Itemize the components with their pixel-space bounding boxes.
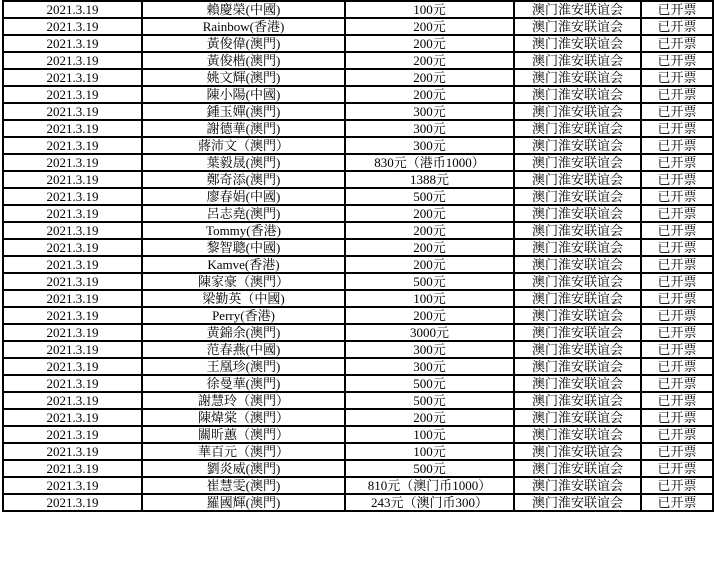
organization-cell: 澳门淮安联谊会 xyxy=(514,171,641,188)
status-cell: 已开票 xyxy=(641,222,713,239)
donor-name-cell: 王凰珍(澳門) xyxy=(142,358,345,375)
status-cell: 已开票 xyxy=(641,494,713,511)
amount-cell: 500元 xyxy=(345,392,514,409)
organization-cell: 澳门淮安联谊会 xyxy=(514,256,641,273)
date-cell: 2021.3.19 xyxy=(3,52,142,69)
date-cell: 2021.3.19 xyxy=(3,494,142,511)
date-cell: 2021.3.19 xyxy=(3,205,142,222)
table-row xyxy=(3,188,713,205)
donor-name-cell: 陳煒棠（澳門） xyxy=(142,409,345,426)
date-cell: 2021.3.19 xyxy=(3,256,142,273)
date-cell: 2021.3.19 xyxy=(3,273,142,290)
organization-cell: 澳门淮安联谊会 xyxy=(514,52,641,69)
date-cell: 2021.3.19 xyxy=(3,477,142,494)
date-cell: 2021.3.19 xyxy=(3,222,142,239)
organization-cell: 澳门淮安联谊会 xyxy=(514,358,641,375)
donor-name-cell: 陳家豪（澳門） xyxy=(142,273,345,290)
amount-cell: 830元（港币1000） xyxy=(345,154,514,171)
amount-cell: 200元 xyxy=(345,69,514,86)
organization-cell: 澳门淮安联谊会 xyxy=(514,392,641,409)
organization-cell: 澳门淮安联谊会 xyxy=(514,69,641,86)
donor-name-cell: 呂志堯(澳門) xyxy=(142,205,345,222)
date-cell: 2021.3.19 xyxy=(3,154,142,171)
date-cell: 2021.3.19 xyxy=(3,86,142,103)
status-cell: 已开票 xyxy=(641,307,713,324)
date-cell: 2021.3.19 xyxy=(3,18,142,35)
donor-name-cell: 崔慧雯(澳門) xyxy=(142,477,345,494)
date-cell: 2021.3.19 xyxy=(3,392,142,409)
date-cell: 2021.3.19 xyxy=(3,341,142,358)
date-cell: 2021.3.19 xyxy=(3,324,142,341)
organization-cell: 澳门淮安联谊会 xyxy=(514,426,641,443)
status-cell: 已开票 xyxy=(641,460,713,477)
organization-cell: 澳门淮安联谊会 xyxy=(514,86,641,103)
table-row xyxy=(3,205,713,222)
status-cell: 已开票 xyxy=(641,290,713,307)
table-row xyxy=(3,426,713,443)
table-row xyxy=(3,18,713,35)
donor-name-cell: 鍾玉嬋(澳門) xyxy=(142,103,345,120)
date-cell: 2021.3.19 xyxy=(3,239,142,256)
amount-cell: 100元 xyxy=(345,290,514,307)
table-row xyxy=(3,86,713,103)
organization-cell: 澳门淮安联谊会 xyxy=(514,273,641,290)
amount-cell: 200元 xyxy=(345,409,514,426)
donor-name-cell: Kamve(香港) xyxy=(142,256,345,273)
status-cell: 已开票 xyxy=(641,426,713,443)
organization-cell: 澳门淮安联谊会 xyxy=(514,154,641,171)
status-cell: 已开票 xyxy=(641,103,713,120)
organization-cell: 澳门淮安联谊会 xyxy=(514,460,641,477)
date-cell: 2021.3.19 xyxy=(3,137,142,154)
organization-cell: 澳门淮安联谊会 xyxy=(514,341,641,358)
amount-cell: 200元 xyxy=(345,239,514,256)
organization-cell: 澳门淮安联谊会 xyxy=(514,324,641,341)
donor-name-cell: Tommy(香港) xyxy=(142,222,345,239)
date-cell: 2021.3.19 xyxy=(3,409,142,426)
donor-name-cell: 羅國輝(澳門) xyxy=(142,494,345,511)
donor-name-cell: 徐曼華(澳門) xyxy=(142,375,345,392)
table-row xyxy=(3,239,713,256)
organization-cell: 澳门淮安联谊会 xyxy=(514,120,641,137)
amount-cell: 200元 xyxy=(345,86,514,103)
status-cell: 已开票 xyxy=(641,324,713,341)
amount-cell: 500元 xyxy=(345,273,514,290)
donor-name-cell: 姚文輝(澳門) xyxy=(142,69,345,86)
amount-cell: 200元 xyxy=(345,18,514,35)
amount-cell: 300元 xyxy=(345,103,514,120)
status-cell: 已开票 xyxy=(641,341,713,358)
status-cell: 已开票 xyxy=(641,375,713,392)
donor-name-cell: 謝德華(澳門) xyxy=(142,120,345,137)
donor-name-cell: 黎智聰(中國) xyxy=(142,239,345,256)
donor-name-cell: 賴慶榮(中國) xyxy=(142,1,345,18)
organization-cell: 澳门淮安联谊会 xyxy=(514,1,641,18)
donation-table-body xyxy=(3,1,713,511)
status-cell: 已开票 xyxy=(641,188,713,205)
organization-cell: 澳门淮安联谊会 xyxy=(514,375,641,392)
table-row xyxy=(3,1,713,18)
amount-cell: 200元 xyxy=(345,307,514,324)
amount-cell: 200元 xyxy=(345,52,514,69)
donor-name-cell: 關昕蕙（澳門） xyxy=(142,426,345,443)
amount-cell: 200元 xyxy=(345,222,514,239)
table-row xyxy=(3,222,713,239)
table-row xyxy=(3,324,713,341)
organization-cell: 澳门淮安联谊会 xyxy=(514,494,641,511)
table-row xyxy=(3,460,713,477)
donor-name-cell: 黃俊偉(澳門) xyxy=(142,35,345,52)
donor-name-cell: Perry(香港) xyxy=(142,307,345,324)
status-cell: 已开票 xyxy=(641,120,713,137)
amount-cell: 300元 xyxy=(345,358,514,375)
date-cell: 2021.3.19 xyxy=(3,103,142,120)
table-row xyxy=(3,409,713,426)
status-cell: 已开票 xyxy=(641,205,713,222)
status-cell: 已开票 xyxy=(641,52,713,69)
donor-name-cell: 華百元（澳門） xyxy=(142,443,345,460)
organization-cell: 澳门淮安联谊会 xyxy=(514,188,641,205)
donor-name-cell: 謝慧玲（澳門） xyxy=(142,392,345,409)
table-row xyxy=(3,477,713,494)
donor-name-cell: 陳小陽(中國) xyxy=(142,86,345,103)
table-row xyxy=(3,358,713,375)
table-row xyxy=(3,290,713,307)
status-cell: 已开票 xyxy=(641,171,713,188)
amount-cell: 500元 xyxy=(345,375,514,392)
table-row xyxy=(3,103,713,120)
date-cell: 2021.3.19 xyxy=(3,460,142,477)
status-cell: 已开票 xyxy=(641,392,713,409)
table-row xyxy=(3,307,713,324)
organization-cell: 澳门淮安联谊会 xyxy=(514,409,641,426)
amount-cell: 500元 xyxy=(345,188,514,205)
amount-cell: 300元 xyxy=(345,120,514,137)
table-row xyxy=(3,341,713,358)
amount-cell: 200元 xyxy=(345,205,514,222)
date-cell: 2021.3.19 xyxy=(3,375,142,392)
amount-cell: 200元 xyxy=(345,256,514,273)
table-row xyxy=(3,52,713,69)
date-cell: 2021.3.19 xyxy=(3,426,142,443)
donor-name-cell: 范春燕(中國) xyxy=(142,341,345,358)
amount-cell: 3000元 xyxy=(345,324,514,341)
amount-cell: 1388元 xyxy=(345,171,514,188)
table-row xyxy=(3,154,713,171)
status-cell: 已开票 xyxy=(641,443,713,460)
status-cell: 已开票 xyxy=(641,273,713,290)
date-cell: 2021.3.19 xyxy=(3,307,142,324)
amount-cell: 300元 xyxy=(345,137,514,154)
table-row xyxy=(3,256,713,273)
donor-name-cell: Rainbow(香港) xyxy=(142,18,345,35)
organization-cell: 澳门淮安联谊会 xyxy=(514,477,641,494)
amount-cell: 100元 xyxy=(345,426,514,443)
amount-cell: 200元 xyxy=(345,35,514,52)
date-cell: 2021.3.19 xyxy=(3,1,142,18)
organization-cell: 澳门淮安联谊会 xyxy=(514,103,641,120)
organization-cell: 澳门淮安联谊会 xyxy=(514,35,641,52)
table-row xyxy=(3,443,713,460)
amount-cell: 243元（澳门币300） xyxy=(345,494,514,511)
date-cell: 2021.3.19 xyxy=(3,358,142,375)
organization-cell: 澳门淮安联谊会 xyxy=(514,307,641,324)
table-row xyxy=(3,375,713,392)
status-cell: 已开票 xyxy=(641,239,713,256)
organization-cell: 澳门淮安联谊会 xyxy=(514,443,641,460)
table-row xyxy=(3,171,713,188)
status-cell: 已开票 xyxy=(641,1,713,18)
status-cell: 已开票 xyxy=(641,409,713,426)
donor-name-cell: 黃俊楷(澳門) xyxy=(142,52,345,69)
donor-name-cell: 黄錦余(澳門) xyxy=(142,324,345,341)
amount-cell: 100元 xyxy=(345,1,514,18)
organization-cell: 澳门淮安联谊会 xyxy=(514,18,641,35)
date-cell: 2021.3.19 xyxy=(3,35,142,52)
amount-cell: 810元（澳门币1000） xyxy=(345,477,514,494)
organization-cell: 澳门淮安联谊会 xyxy=(514,137,641,154)
status-cell: 已开票 xyxy=(641,35,713,52)
donor-name-cell: 葉毅晟(澳門) xyxy=(142,154,345,171)
status-cell: 已开票 xyxy=(641,358,713,375)
date-cell: 2021.3.19 xyxy=(3,443,142,460)
donor-name-cell: 梁勤英（中國) xyxy=(142,290,345,307)
date-cell: 2021.3.19 xyxy=(3,120,142,137)
donor-name-cell: 劉炎威(澳門) xyxy=(142,460,345,477)
table-row xyxy=(3,69,713,86)
date-cell: 2021.3.19 xyxy=(3,69,142,86)
organization-cell: 澳门淮安联谊会 xyxy=(514,205,641,222)
status-cell: 已开票 xyxy=(641,69,713,86)
status-cell: 已开票 xyxy=(641,86,713,103)
organization-cell: 澳门淮安联谊会 xyxy=(514,239,641,256)
amount-cell: 100元 xyxy=(345,443,514,460)
table-row xyxy=(3,392,713,409)
status-cell: 已开票 xyxy=(641,477,713,494)
status-cell: 已开票 xyxy=(641,154,713,171)
date-cell: 2021.3.19 xyxy=(3,188,142,205)
donor-name-cell: 蔣沛文（澳門） xyxy=(142,137,345,154)
table-row xyxy=(3,137,713,154)
donor-name-cell: 鄭奇添(澳門) xyxy=(142,171,345,188)
status-cell: 已开票 xyxy=(641,18,713,35)
organization-cell: 澳门淮安联谊会 xyxy=(514,222,641,239)
status-cell: 已开票 xyxy=(641,256,713,273)
status-cell: 已开票 xyxy=(641,137,713,154)
table-row xyxy=(3,35,713,52)
donor-name-cell: 廖春娟(中國) xyxy=(142,188,345,205)
table-row xyxy=(3,120,713,137)
date-cell: 2021.3.19 xyxy=(3,171,142,188)
amount-cell: 500元 xyxy=(345,460,514,477)
table-row xyxy=(3,494,713,511)
table-row xyxy=(3,273,713,290)
amount-cell: 300元 xyxy=(345,341,514,358)
donation-table xyxy=(2,0,714,512)
date-cell: 2021.3.19 xyxy=(3,290,142,307)
organization-cell: 澳门淮安联谊会 xyxy=(514,290,641,307)
